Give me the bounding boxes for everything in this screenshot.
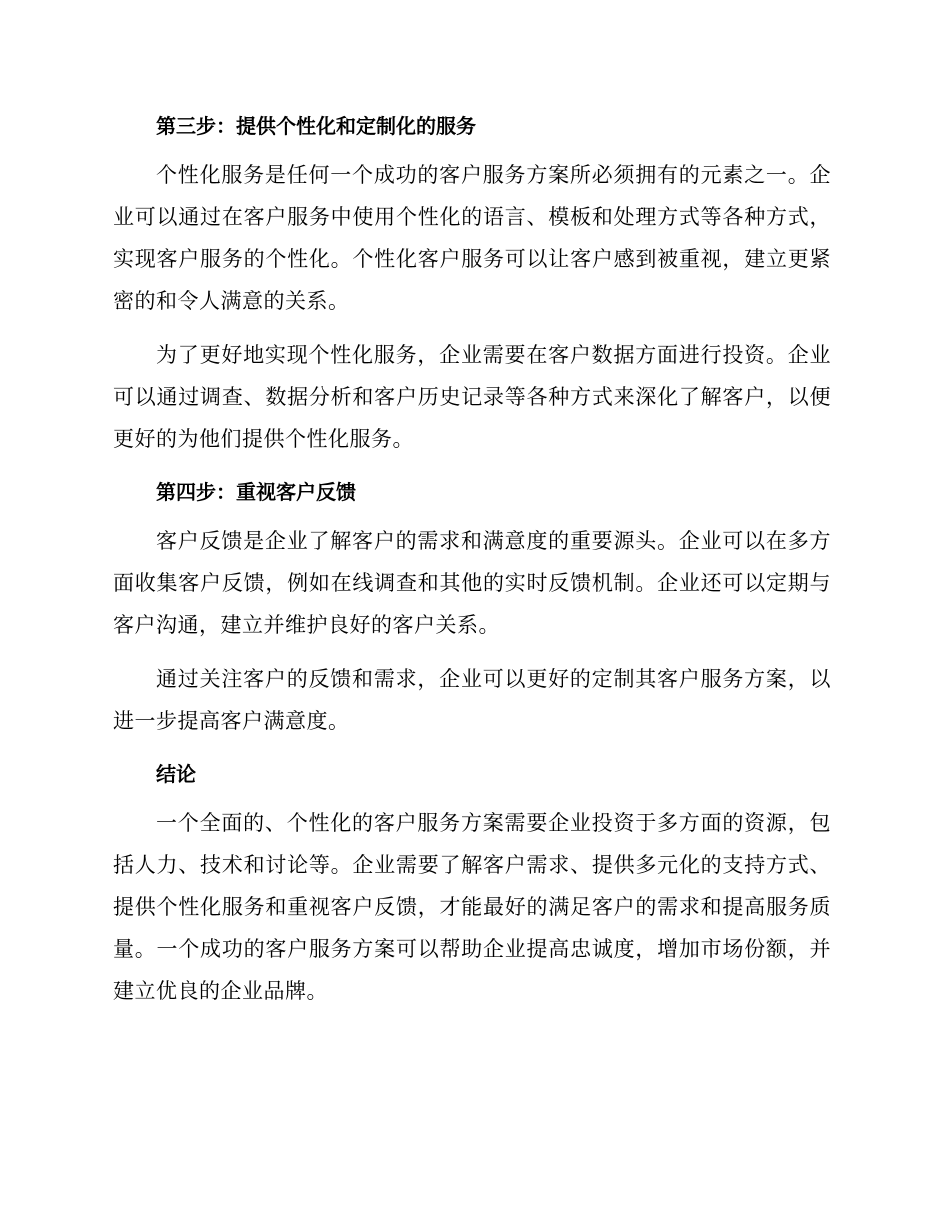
- paragraph-personalized-service: 个性化服务是任何一个成功的客户服务方案所必须拥有的元素之一。企业可以通过在客户服务中使用个性化的语言、模板和处理方式等各种方式，实现客户服务的个性化。个性化客户服务可以让客户感到被重视，建立更紧密的和令人满意的关系。: [113, 163, 831, 313]
- document-body: [113, 106, 831, 1012]
- section-heading-step-4: 第四步：重视客户反馈: [156, 480, 356, 504]
- paragraph-customer-data-investment: 为了更好地实现个性化服务，企业需要在客户数据方面进行投资。企业可以通过调查、数据分析和客户历史记录等各种方式来深化了解客户，以便更好的为他们提供个性化服务。: [113, 343, 831, 451]
- paragraph-conclusion: 一个全面的、个性化的客户服务方案需要企业投资于多方面的资源，包括人力、技术和讨论等。企业需要了解客户需求、提供多元化的支持方式、提供个性化服务和重视客户反馈，才能最好的满足客户的需求和提高服务质量。一个成功的客户服务方案可以帮助企业提高忠诚度，增加市场份额，并建立优良的企业品牌。: [113, 811, 831, 1003]
- paragraph-feedback-customization: 通过关注客户的反馈和需求，企业可以更好的定制其客户服务方案，以进一步提高客户满意度。: [113, 667, 831, 733]
- section-heading-conclusion: 结论: [156, 762, 196, 786]
- paragraph-customer-feedback: 客户反馈是企业了解客户的需求和满意度的重要源头。企业可以在多方面收集客户反馈，例如在线调查和其他的实时反馈机制。企业还可以定期与客户沟通，建立并维护良好的客户关系。: [113, 529, 831, 637]
- section-heading-step-3: 第三步：提供个性化和定制化的服务: [156, 114, 476, 138]
